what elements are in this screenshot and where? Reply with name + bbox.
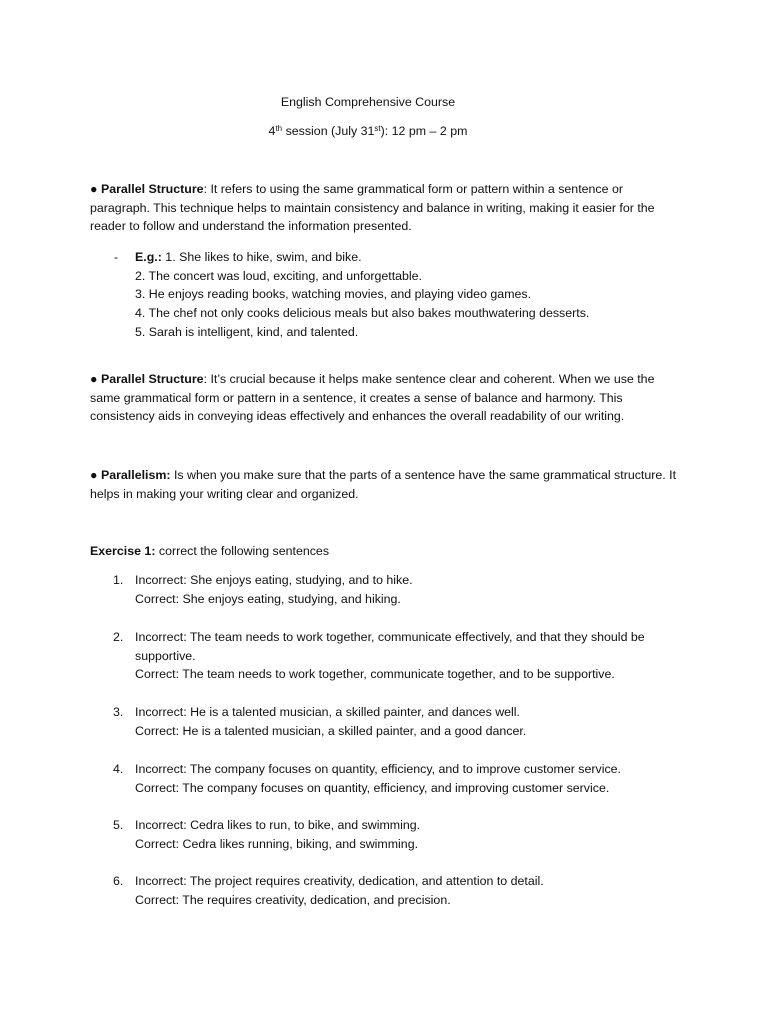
parallelism-text: Is when you make sure that the parts of a sentence have the same grammatical structure. It helps in making your writing clear and organized.: [90, 468, 677, 501]
exercise-label: Exercise 1:: [90, 544, 156, 558]
exercise-instruction: correct the following sentences: [155, 544, 330, 558]
session-time: ): 12 pm – 2 pm: [380, 124, 468, 138]
parallelism-definition: [90, 466, 680, 503]
bullet-icon: ●: [90, 182, 101, 196]
importance-text: : It’s crucial because it helps make sentence clear and coherent. When we use the same grammatical form or pattern in a sentence, it creates a sense of balance and harmony. This consistency aids in conveying ideas effectively and enhances the overall readability of our writing.: [90, 372, 655, 424]
bullet-icon: ●: [90, 468, 101, 482]
correct-sentence: Correct: The team needs to work together, communicate together, and to be supportive.: [135, 667, 615, 682]
item-number: 5.: [113, 818, 124, 832]
session-number: 4: [268, 124, 276, 138]
dash-marker: -: [114, 250, 119, 264]
example-line: 3. He enjoys reading books, watching movies, and playing video games.: [135, 287, 532, 302]
incorrect-sentence: Incorrect: The team needs to work together, communicate effectively, and that they should be supportive.: [135, 630, 645, 663]
definition-text: : It refers to using the same grammatical form or pattern within a sentence or paragraph. This technique helps to maintain consistency and balance in writing, making it easier for the reader to follow and understand the information presented.: [90, 182, 655, 234]
correct-sentence: Correct: She enjoys eating, studying, and hiking.: [135, 591, 401, 606]
correct-sentence: Correct: Cedra likes running, biking, and swimming.: [135, 836, 419, 851]
incorrect-sentence: Incorrect: Cedra likes to run, to bike, and swimming.: [135, 818, 421, 832]
correct-sentence: Correct: The company focuses on quantity, efficiency, and improving customer service.: [135, 780, 610, 795]
term: Parallelism:: [100, 468, 171, 482]
incorrect-sentence: Incorrect: The company focuses on quantity, efficiency, and to improve customer service.: [135, 762, 621, 776]
course-title: English Comprehensive Course: [280, 95, 456, 109]
term: Parallel Structure: [100, 372, 204, 386]
incorrect-sentence: Incorrect: She enjoys eating, studying, and to hike.: [135, 573, 413, 587]
item-number: 2.: [113, 630, 124, 644]
session-date-suffix: st: [374, 124, 381, 133]
session-date-text: session (July 31: [282, 124, 375, 138]
parallel-structure-importance: [90, 370, 680, 426]
incorrect-sentence: Incorrect: He is a talented musician, a skilled painter, and dances well.: [135, 705, 520, 719]
item-number: 3.: [113, 705, 124, 719]
session-line: [0, 122, 736, 141]
item-number: 6.: [113, 874, 124, 888]
bullet-icon: ●: [90, 372, 101, 386]
example-line: 2. The concert was loud, exciting, and unforgettable.: [135, 268, 422, 283]
example-line: 5. Sarah is intelligent, kind, and talented.: [135, 324, 359, 339]
example-text: 1. She likes to hike, swim, and bike.: [161, 250, 362, 264]
item-number: 1.: [113, 573, 124, 587]
example-line: [135, 248, 695, 267]
examples-label: E.g.:: [135, 250, 162, 264]
parallel-structure-definition: [90, 180, 680, 236]
correct-sentence: Correct: He is a talented musician, a skilled painter, and a good dancer.: [135, 723, 527, 738]
exercise-heading: [90, 542, 329, 561]
item-number: 4.: [113, 762, 124, 776]
incorrect-sentence: Incorrect: The project requires creativity, dedication, and attention to detail.: [135, 874, 544, 888]
term: Parallel Structure: [100, 182, 204, 196]
correct-sentence: Correct: The requires creativity, dedication, and precision.: [135, 892, 451, 907]
session-number-suffix: th: [275, 124, 283, 133]
example-line: 4. The chef not only cooks delicious meals but also bakes mouthwatering desserts.: [135, 306, 590, 321]
